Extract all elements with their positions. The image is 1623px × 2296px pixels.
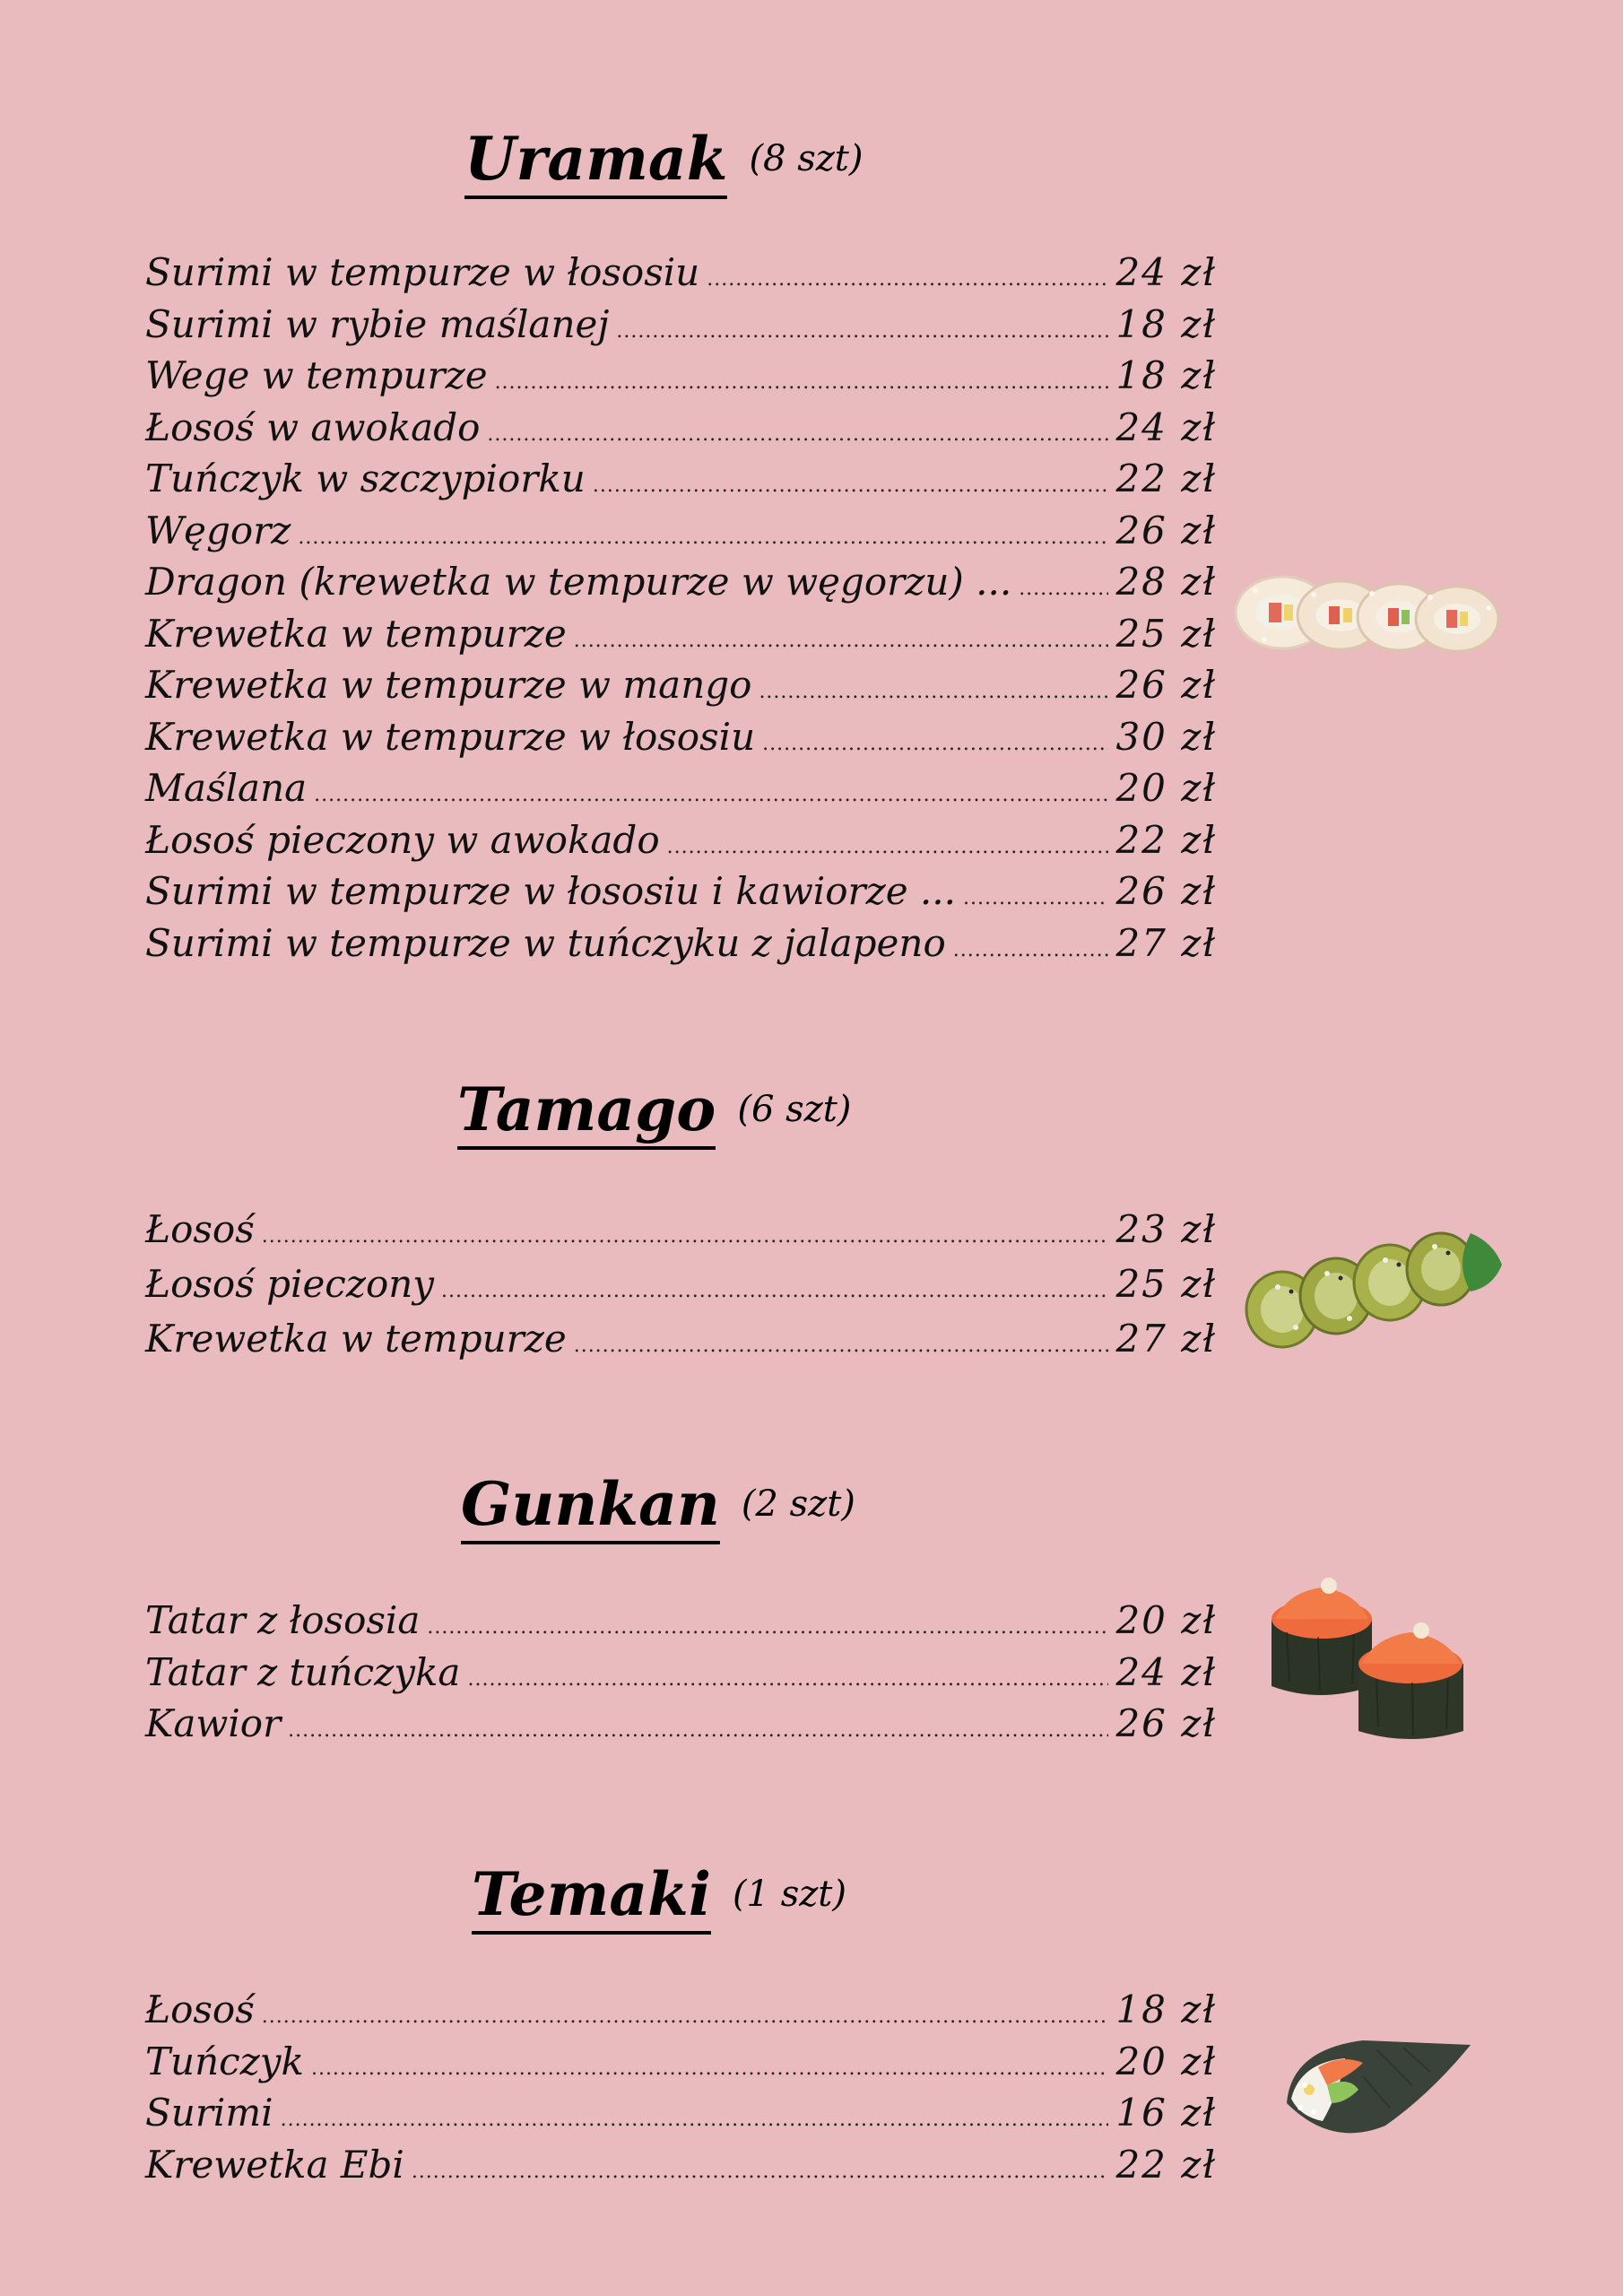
menu-item — [145, 918, 1217, 970]
section-count: (1 szt) — [732, 1874, 846, 1915]
item-price: 26 zł — [1115, 508, 1217, 552]
menu-item — [145, 2139, 1217, 2191]
item-name: Łosoś w awokado — [145, 404, 481, 449]
item-price: 28 zł — [1115, 560, 1217, 604]
menu-item — [145, 402, 1217, 454]
item-price: 20 zł — [1115, 2039, 1217, 2083]
item-name: Tatar z łososia — [145, 1598, 421, 1642]
menu-item — [145, 1204, 1217, 1258]
menu-item — [145, 659, 1217, 711]
item-name: Wege w tempurze — [145, 353, 488, 397]
menu-list — [145, 1204, 1217, 1368]
item-name: Surimi w rybie maślanej — [145, 301, 610, 346]
item-price: 18 zł — [1115, 301, 1217, 346]
item-name: Krewetka w tempurze — [145, 1317, 567, 1361]
item-price: 30 zł — [1115, 714, 1217, 759]
menu-item — [145, 299, 1217, 351]
menu-item — [145, 865, 1217, 918]
item-name: Surimi w tempurze w tuńczyku z jalapeno — [145, 920, 946, 965]
menu-item — [145, 1984, 1217, 2036]
item-price: 25 zł — [1115, 611, 1217, 656]
menu-item — [145, 350, 1217, 402]
section-heading — [464, 124, 864, 199]
menu-item — [145, 453, 1217, 505]
gunkan-sushi-icon — [1264, 1570, 1488, 1740]
menu-item — [145, 556, 1217, 608]
menu-item — [145, 247, 1217, 299]
item-price: 24 zł — [1115, 250, 1217, 294]
item-name: Krewetka w tempurze w łososiu — [145, 714, 756, 759]
item-price: 22 zł — [1115, 457, 1217, 500]
item-name: Krewetka w tempurze — [145, 611, 567, 656]
item-name: Dragon (krewetka w tempurze w węgorzu) ... — [145, 560, 1012, 604]
menu-list — [145, 1595, 1217, 1750]
item-name: Krewetka w tempurze w mango — [145, 663, 752, 707]
item-price: 18 zł — [1115, 353, 1217, 397]
section-title: Temaki — [472, 1859, 711, 1935]
section-title: Gunkan — [461, 1469, 720, 1544]
item-price: 16 zł — [1115, 2091, 1217, 2135]
item-name: Kawior — [145, 1701, 282, 1745]
item-name: Surimi — [145, 2091, 273, 2135]
section-title: Uramak — [464, 124, 727, 199]
menu-item — [145, 1258, 1217, 1313]
item-price: 27 zł — [1115, 1317, 1217, 1361]
item-name: Surimi w tempurze w łososiu — [145, 250, 700, 294]
item-name: Łosoś — [145, 1207, 255, 1251]
item-name: Krewetka Ebi — [145, 2142, 404, 2187]
menu-item — [145, 1698, 1217, 1750]
tamago-roll-icon — [1242, 1215, 1511, 1359]
menu-list — [145, 1984, 1217, 2190]
item-name: Tatar z tuńczyka — [145, 1649, 461, 1694]
item-name: Węgorz — [145, 508, 291, 552]
menu-list — [145, 247, 1217, 969]
section-count: (6 szt) — [737, 1089, 852, 1130]
menu-item — [145, 1313, 1217, 1368]
item-price: 26 zł — [1115, 663, 1217, 707]
menu-item — [145, 711, 1217, 763]
menu-item — [145, 608, 1217, 660]
item-name: Tuńczyk w szczypiorku — [145, 457, 586, 500]
menu-item — [145, 1647, 1217, 1699]
item-name: Łosoś pieczony — [145, 1262, 435, 1306]
item-price: 22 zł — [1115, 817, 1217, 862]
section-title: Tamago — [457, 1074, 716, 1150]
item-price: 26 zł — [1115, 869, 1217, 913]
item-price: 25 zł — [1115, 1262, 1217, 1306]
item-name: Maślana — [145, 766, 308, 810]
item-price: 26 zł — [1115, 1701, 1217, 1745]
menu-item — [145, 814, 1217, 866]
menu-item — [145, 1595, 1217, 1647]
temaki-cone-icon — [1278, 2022, 1475, 2148]
item-name: Łosoś pieczony w awokado — [145, 817, 660, 862]
menu-item — [145, 2087, 1217, 2139]
item-price: 20 zł — [1115, 766, 1217, 810]
section-heading — [461, 1469, 855, 1544]
section-count: (2 szt) — [741, 1483, 855, 1525]
menu-item — [145, 2036, 1217, 2088]
section-heading — [457, 1074, 851, 1150]
item-price: 23 zł — [1115, 1207, 1217, 1251]
item-price: 24 zł — [1115, 1649, 1217, 1694]
uramaki-roll-icon — [1228, 563, 1515, 662]
menu-item — [145, 762, 1217, 814]
item-price: 18 zł — [1115, 1987, 1217, 2031]
item-price: 24 zł — [1115, 404, 1217, 449]
item-name: Łosoś — [145, 1987, 255, 2031]
item-price: 22 zł — [1115, 2142, 1217, 2187]
section-heading — [472, 1859, 846, 1935]
item-name: Surimi w tempurze w łososiu i kawiorze ... — [145, 869, 956, 913]
item-name: Tuńczyk — [145, 2039, 304, 2083]
menu-item — [145, 505, 1217, 557]
item-price: 20 zł — [1115, 1598, 1217, 1642]
section-count: (8 szt) — [749, 138, 864, 179]
item-price: 27 zł — [1115, 920, 1217, 965]
